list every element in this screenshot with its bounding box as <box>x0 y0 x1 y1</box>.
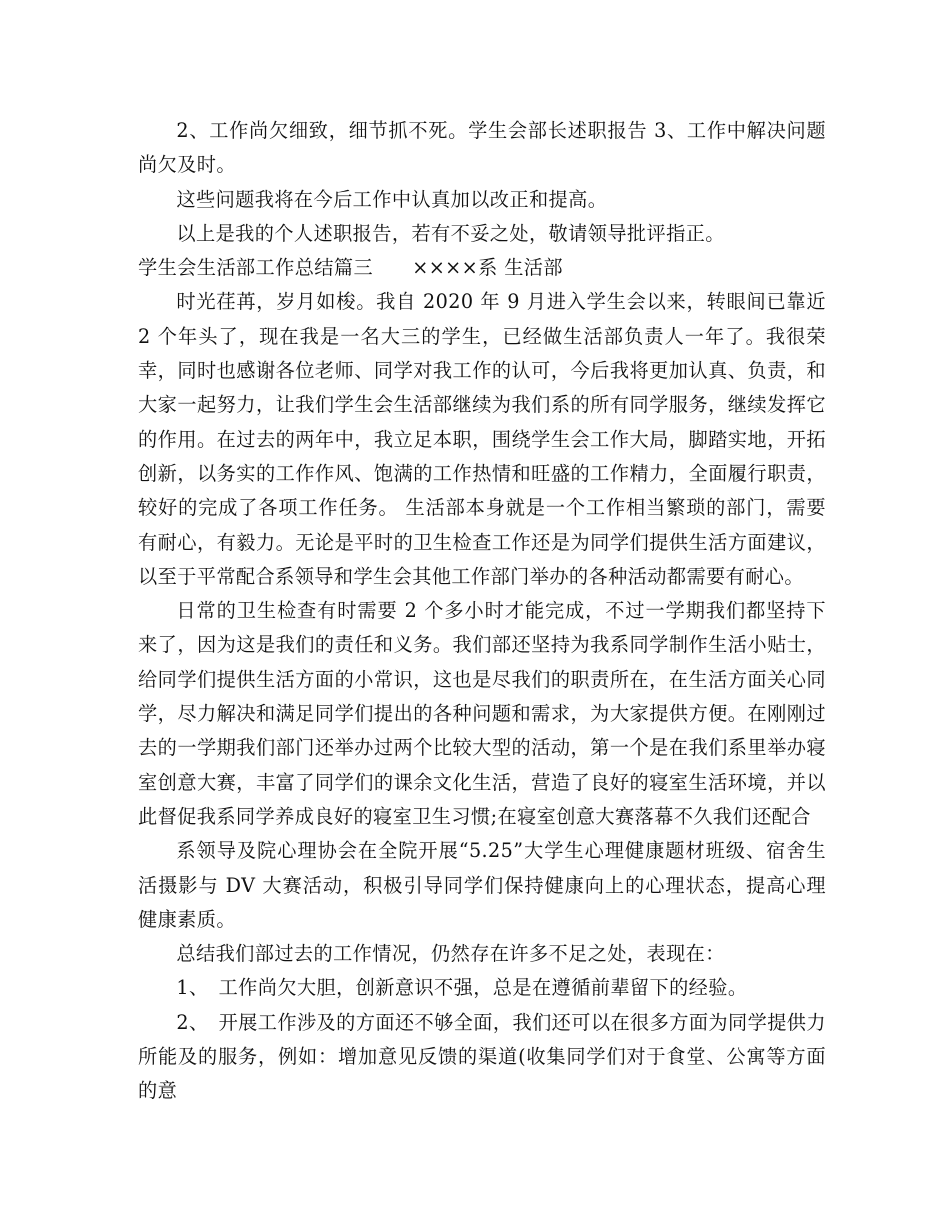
paragraph-shortcomings-intro: 总结我们部过去的工作情况，仍然存在许多不足之处，表现在： <box>176 942 725 966</box>
section-heading-summary-part-three: 学生会生活部工作总结篇三 ××××系 生活部 <box>138 256 563 280</box>
paragraph-work-detail-shortcoming: 2、工作尚欠细致，细节抓不死。学生会部长述职报告 3、工作中解决问题尚欠及时。 <box>138 119 826 177</box>
document-body <box>138 114 826 1109</box>
paragraph-daily-inspection: 日常的卫生检查有时需要 2 个多小时才能完成，不过一学期我们都坚持下来了，因为这是我们的责任和义务。我们部还坚持为我系同学制作生活小贴士，给同学们提供生活方面的小常识，这也是尽我们的职责所在，在生活方面关心同学，尽力解决和满足同学们提出的各种问题和需求，为大家提供方便。在刚刚过去的一学期我们部门还举办过两个比较大型的活动，第一个是在我们系里举办寝室创意大赛，丰富了同学们的课余文化生活，营造了良好的寝室生活环境，并以此督促我系同学养成良好的寝室卫生习惯;在寝室创意大赛落幕不久我们还配合 <box>138 599 826 828</box>
list-item-shortcoming-1: 1、 工作尚欠大胆，创新意识不强，总是在遵循前辈留下的经验。 <box>176 976 748 1000</box>
paragraph-report-closing: 以上是我的个人述职报告，若有不妥之处，敬请领导批评指正。 <box>176 221 725 245</box>
paragraph-introduction: 时光荏苒，岁月如梭。我自 2020 年 9 月进入学生会以来，转眼间已靠近 2 个年头了，现在我是一名大三的学生，已经做生活部负责人一年了。我很荣幸，同时也感谢各位老师、同学对我工作的认可，今后我将更加认真、负责，和大家一起努力，让我们学生会生活部继续为我们系的所有同学服务，继续发挥它的作用。在过去的两年中，我立足本职，围绕学生会工作大局，脚踏实地，开拓创新，以务实的工作作风、饱满的工作热情和旺盛的工作精力，全面履行职责，较好的完成了各项工作任务。 生活部本身就是一个工作相当繁琐的部门，需要有耐心，有毅力。无论是平时的卫生检查工作还是为同学们提供生活方面建议，以至于平常配合系领导和学生会其他工作部门举办的各种活动都需要有耐心。 <box>138 290 826 588</box>
paragraph-improvement-pledge: 这些问题我将在今后工作中认真加以改正和提高。 <box>176 187 608 211</box>
paragraph-mental-health-event: 系领导及院心理协会在全院开展“5.25”大学生心理健康题材班级、宿舍生活摄影与 DV 大赛活动，积极引导同学们保持健康向上的心理状态，提高心理健康素质。 <box>138 839 826 931</box>
list-item-shortcoming-2: 2、 开展工作涉及的方面还不够全面，我们还可以在很多方面为同学提供力所能及的服务，例如：增加意见反馈的渠道(收集同学们对于食堂、公寓等方面的意 <box>138 1010 826 1103</box>
